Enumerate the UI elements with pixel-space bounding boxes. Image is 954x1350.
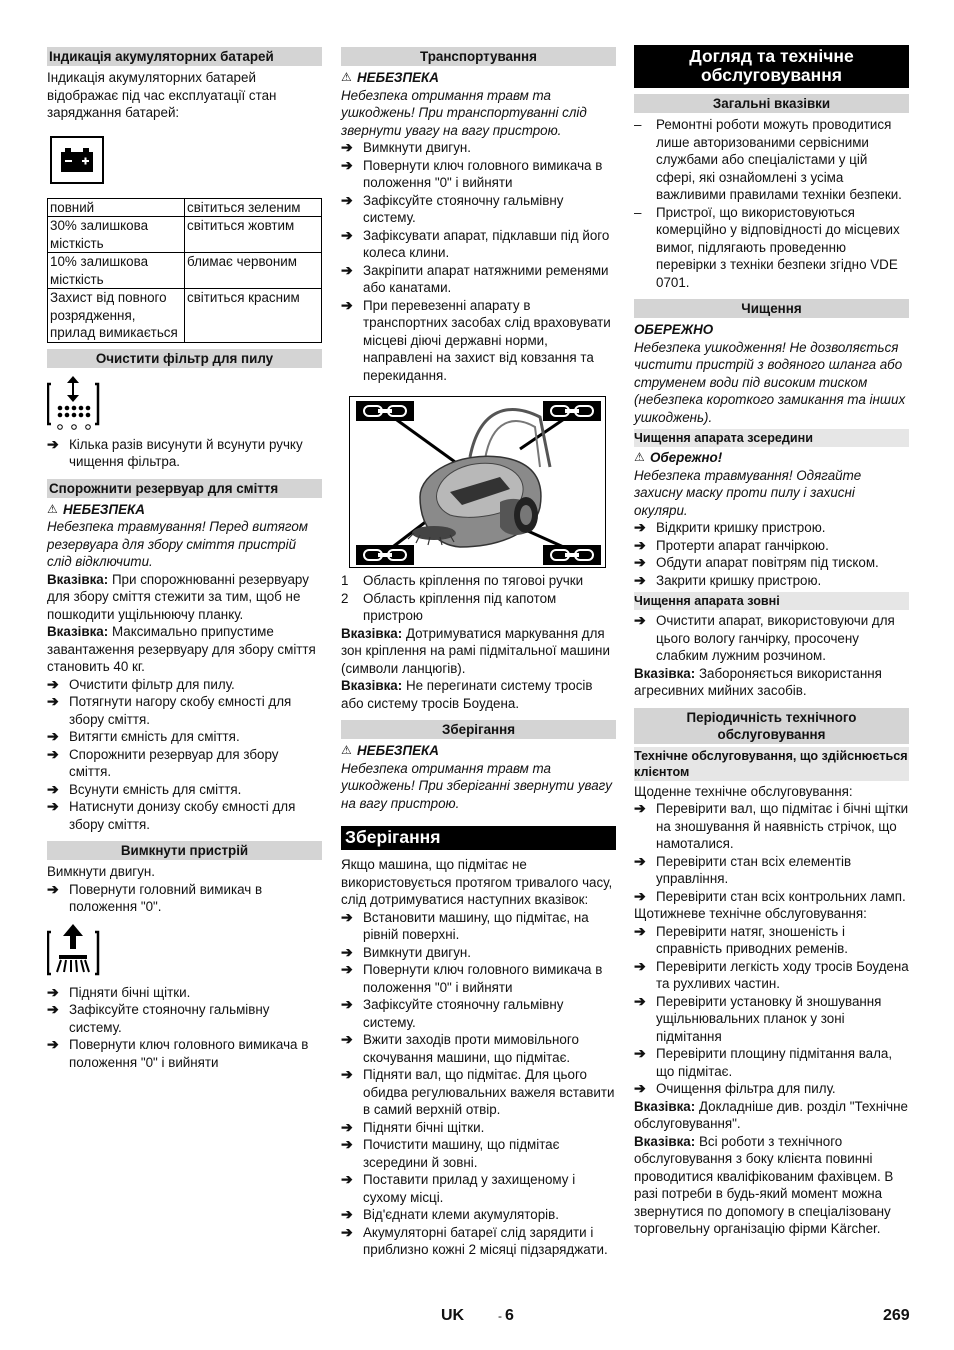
danger-text: Небезпека отримання травм та ушкоджень! При зберіганні звернути увагу на вагу пристрою.	[341, 760, 612, 811]
storage-heading: Зберігання	[341, 720, 616, 739]
note: Вказівка: Не перегинати систему тросів або систему тросів Боудена.	[341, 678, 593, 711]
note: Вказівка: Всі роботи з технічного обслуговування з боку клієнта повинні проводитися кваліфікованим фахівцем. В разі потреби в будь-який момент можна звернутися по допомогу в спеціалізовану торговельну організацію фірми Kärcher.	[634, 1133, 894, 1236]
chain-icon	[356, 401, 414, 421]
caution-label: ⚠ Обережно!	[634, 450, 723, 465]
list-item: ➔ Перевірити натяг, зношеність і справність приводних ременів.	[634, 922, 848, 956]
transport-heading: Транспортування	[341, 47, 616, 66]
arrow-right-icon: ➔	[341, 1136, 353, 1152]
arrow-right-icon: ➔	[47, 745, 59, 762]
paragraph: Щотижневе технічне обслуговування:	[634, 906, 867, 921]
arrow-right-icon: ➔	[341, 996, 353, 1012]
arrow-right-icon: ➔	[634, 536, 646, 553]
list-item: ➔ Перевірити установку й зношування ущільнювальних планок у зоні підмітання	[634, 992, 882, 1044]
list-item: – Пристрої, що використовуються комерційно у відповідності до місцевих вимог, підлягають проведенню перевірки з техніки безпеки згідно VDE 0701.	[634, 204, 900, 290]
list-item: ➔ Закріпити апарат натяжними ременями або канатами.	[341, 261, 609, 295]
danger-text: Небезпека травмування! Перед витягом резервуара для збору сміття пристрій слід відключити.	[47, 519, 308, 569]
note: Вказівка: Максимально припустиме завантаження резервуару для збору сміття становить 40 кг.	[47, 624, 316, 674]
list-item: ➔ Підняти бічні щітки.	[47, 983, 191, 1000]
arrow-right-icon: ➔	[47, 983, 59, 1000]
page-number: 269	[883, 1307, 910, 1324]
list-item: ➔ Повернути ключ головного вимикача в положення "0" і вийняти	[341, 156, 603, 190]
arrow-right-icon: ➔	[634, 922, 646, 939]
arrow-right-icon: ➔	[341, 261, 353, 278]
warning-triangle-icon: ⚠	[341, 70, 352, 84]
list-item: ➔ Натиснути донизу скобу ємності для збору сміття.	[47, 798, 296, 832]
danger-label: ⚠ НЕБЕЗПЕКА	[341, 70, 439, 85]
arrow-right-icon: ➔	[634, 887, 646, 904]
list-item: ➔ Вимкнути двигун.	[341, 139, 472, 155]
maintenance-interval-heading: Періодичність технічного обслуговування	[634, 708, 909, 744]
list-item: ➔ Повернути головний вимикач в положення "0".	[47, 880, 263, 914]
table-cell: 30% залишкова місткість	[48, 217, 185, 253]
list-item: ➔ Зафіксувати апарат, підклавши під його колеса клини.	[341, 226, 610, 260]
list-item: ➔ Кілька разів висунути й всунути ручку чищення фільтра.	[47, 435, 303, 469]
arrow-right-icon: ➔	[341, 1171, 353, 1187]
arrow-right-icon: ➔	[634, 1045, 646, 1061]
clean-outside-heading: Чищення апарата зовні	[634, 592, 909, 610]
table-cell: блимає червоним	[185, 253, 322, 289]
list-item: ➔ Витягти ємність для сміття.	[47, 728, 240, 744]
list-item: ➔ Вжити заходів проти мимовільного скочування машини, що підмітає.	[341, 1031, 579, 1065]
danger-text: Небезпека отримання травм та ушкоджень! При транспортуванні слід звернути увагу на вагу пристрою.	[341, 87, 587, 138]
list-item: ➔ Очищення фільтра для пилу.	[634, 1080, 836, 1096]
arrow-right-icon: ➔	[341, 1118, 353, 1135]
note: Вказівка: Докладніше див. розділ "Технічне обслуговування".	[634, 1098, 908, 1131]
arrow-right-icon: ➔	[341, 156, 353, 173]
note: Вказівка: Дотримуватися маркування для зон кріплення на рамі підмітальної машини (символи ланцюгів).	[341, 625, 610, 676]
table-cell: 10% залишкова місткість	[48, 253, 185, 289]
footer-section: - 6	[498, 1307, 514, 1324]
list-item: ➔ Зафіксуйте стояночну гальмівну систему.	[341, 191, 564, 225]
chain-icon	[543, 401, 601, 421]
filter-clean-icon	[47, 374, 103, 432]
list-item: ➔ Вимкнути двигун.	[341, 943, 472, 960]
chain-icon	[543, 545, 601, 565]
table-cell: повний	[48, 198, 185, 217]
arrow-right-icon: ➔	[47, 693, 59, 709]
empty-container-heading: Спорожнити резервуар для сміття	[47, 479, 322, 498]
paragraph: Щоденне технічне обслуговування:	[634, 783, 853, 799]
arrow-right-icon: ➔	[47, 675, 59, 692]
arrow-right-icon: ➔	[341, 1223, 353, 1240]
battery-heading: Індикація акумуляторних батарей	[47, 47, 322, 66]
warning-triangle-icon: ⚠	[47, 501, 58, 516]
list-item: ➔ Повернути ключ головного вимикача в положення "0" і вийняти	[341, 961, 603, 995]
arrow-right-icon: ➔	[341, 226, 353, 243]
list-item: ➔ Встановити машину, що підмітає, на рівній поверхні.	[341, 908, 589, 942]
paragraph: Вимкнути двигун.	[47, 864, 156, 879]
arrow-right-icon: ➔	[341, 943, 353, 960]
filter-heading: Очистити фільтр для пилу	[47, 349, 322, 368]
arrow-right-icon: ➔	[47, 1001, 59, 1017]
caution-text: Небезпека травмування! Одягайте захисну маску проти пилу і захисні окуляри.	[634, 467, 862, 518]
list-item: ➔ Почистити машину, що підмітає зсередини й зовні.	[341, 1136, 560, 1170]
danger-label: ⚠ НЕБЕЗПЕКА	[341, 743, 439, 758]
arrow-right-icon: ➔	[634, 957, 646, 974]
list-item: – Ремонтні роботи можуть проводитися лише авторизованими сервісними службами або спеціалістами у цій сфері, які ознайомлені з усіма важливими правилами техніки безпеки.	[634, 117, 902, 202]
chain-icon	[356, 545, 414, 565]
list-item: ➔ При перевезенні апарату в транспортних засобах слід враховувати місцеві діючі державні норми, направлені на захист від ковзання та перекидання.	[341, 296, 611, 383]
list-item: ➔ Повернути ключ головного вимикача в положення "0" і вийняти	[47, 1036, 309, 1070]
list-item: 1 Область кріплення по тяговоі ручки	[341, 573, 584, 588]
lift-brushes-icon	[47, 922, 103, 980]
arrow-right-icon: ➔	[47, 1036, 59, 1052]
arrow-right-icon: ➔	[341, 1206, 353, 1222]
battery-intro: Індикація акумуляторних батарей відображає під час експлуатації стан заряджання батарей:	[47, 70, 277, 120]
list-item: ➔ Обдути апарат повітрям під тиском.	[634, 554, 879, 570]
list-item: ➔ Поставити прилад у захищеному і сухому місці.	[341, 1171, 576, 1205]
battery-table	[47, 198, 322, 343]
list-item: ➔ Перевірити стан всіх елементів управління.	[634, 852, 852, 886]
table-cell: Захист від повного розрядження, прилад вимикається	[48, 289, 185, 343]
cleaning-heading: Чищення	[634, 299, 909, 318]
warning-triangle-icon: ⚠	[634, 450, 645, 464]
list-item: ➔ Закрити кришку пристрою.	[634, 571, 822, 588]
table-row	[48, 289, 322, 343]
arrow-right-icon: ➔	[47, 728, 59, 744]
column-3	[634, 45, 909, 1238]
arrow-right-icon: ➔	[47, 780, 59, 797]
arrow-right-icon: ➔	[47, 798, 59, 814]
arrow-right-icon: ➔	[634, 800, 646, 816]
arrow-right-icon: ➔	[634, 852, 646, 869]
list-item: ➔ Очистити фільтр для пилу.	[47, 675, 235, 692]
battery-icon	[50, 136, 104, 184]
arrow-right-icon: ➔	[341, 1031, 353, 1047]
list-item: ➔ Підняти бічні щітки.	[341, 1118, 485, 1135]
arrow-right-icon: ➔	[47, 435, 59, 452]
arrow-right-icon: ➔	[341, 139, 353, 155]
warning-triangle-icon: ⚠	[341, 743, 352, 757]
list-item: ➔ Відкрити кришку пристрою.	[634, 519, 826, 535]
list-item: ➔ Перевірити вал, що підмітає і бічні щітки на зношування й наявність стрічок, що намоталися.	[634, 800, 909, 851]
arrow-right-icon: ➔	[341, 1066, 353, 1082]
table-cell: світиться жовтим	[185, 217, 322, 253]
customer-maintenance-heading: Технічне обслуговування, що здійснюється клієнтом	[634, 748, 908, 779]
care-section-title: Догляд та технічне обслуговування	[634, 45, 909, 88]
general-heading: Загальні вказівки	[634, 94, 909, 113]
list-item: ➔ Всунути ємність для сміття.	[47, 780, 242, 797]
arrow-right-icon: ➔	[634, 519, 646, 535]
column-2	[341, 45, 616, 1259]
arrow-right-icon: ➔	[634, 992, 646, 1009]
table-row	[48, 253, 322, 289]
list-item: ➔ Зафіксуйте стояночну гальмівну систему.	[341, 996, 564, 1030]
arrow-right-icon: ➔	[634, 1080, 646, 1096]
danger-label: ⚠ НЕБЕЗПЕКА	[47, 501, 145, 517]
list-item: ➔ Протерти апарат ганчіркою.	[634, 536, 829, 553]
list-item: ➔ Зафіксуйте стояночну гальмівну систему.	[47, 1001, 270, 1035]
note: Вказівка: Забороняється використання агресивних мийних засобів.	[634, 665, 882, 698]
footer-language: UK	[441, 1307, 465, 1324]
list-item: ➔ Потягнути нагору скобу ємності для збору сміття.	[47, 693, 292, 727]
list-item: ➔ Спорожнити резервуар для збору сміття.	[47, 745, 279, 779]
table-cell: світиться зеленим	[185, 198, 322, 217]
list-item: ➔ Підняти вал, що підмітає. Для цього обидва регулювальних важеля вставити в самий верхній отвір.	[341, 1066, 615, 1117]
clean-inside-heading: Чищення апарата зсередини	[634, 429, 909, 447]
table-cell: світиться красним	[185, 289, 322, 343]
list-item: ➔ Очистити апарат, використовуючи для цього вологу ганчірку, просочену слабким лужним розчином.	[634, 612, 895, 663]
caution-label: ОБЕРЕЖНО	[634, 322, 714, 337]
sweeper-tiedown-figure	[349, 396, 606, 568]
list-item: ➔ Перевірити легкість ходу тросів Боудена та рухливих частин.	[634, 957, 909, 991]
paragraph: Якщо машина, що підмітає не використовується протягом тривалого часу, слід дотримуватися наступних вказівок:	[341, 857, 613, 907]
arrow-right-icon: ➔	[341, 191, 353, 208]
table-row	[48, 198, 322, 217]
switch-off-heading: Вимкнути пристрій	[47, 841, 322, 860]
list-item: ➔ Перевірити стан всіх контрольних ламп.	[634, 887, 906, 904]
arrow-right-icon: ➔	[634, 612, 646, 628]
table-row	[48, 217, 322, 253]
storage-section-title: Зберігання	[341, 826, 616, 850]
list-item: ➔ Від'єднати клеми акумуляторів.	[341, 1206, 559, 1222]
arrow-right-icon: ➔	[341, 296, 353, 313]
arrow-right-icon: ➔	[47, 880, 59, 897]
arrow-right-icon: ➔	[634, 554, 646, 570]
list-item: ➔ Акумуляторні батареї слід зарядити і приблизно кожні 2 місяці підзаряджати.	[341, 1223, 608, 1257]
arrow-right-icon: ➔	[341, 961, 353, 977]
column-1	[47, 45, 322, 1071]
list-item: ➔ Перевірити площину підмітання вала, що підмітає.	[634, 1045, 893, 1079]
arrow-right-icon: ➔	[341, 908, 353, 925]
caution-text: Небезпека ушкодження! Не дозволяється чистити пристрій з водяного шланга або струменем води під високим тиском (небезпека короткого замикання та інших ушкоджень).	[634, 339, 906, 425]
list-item: 2 Область кріплення під капотом пристрою	[341, 590, 557, 623]
arrow-right-icon: ➔	[634, 571, 646, 588]
note: Вказівка: При спорожнюванні резервуару для збору сміття стежити за тим, щоб не пошкодити ущільнюючу планку.	[47, 571, 309, 622]
